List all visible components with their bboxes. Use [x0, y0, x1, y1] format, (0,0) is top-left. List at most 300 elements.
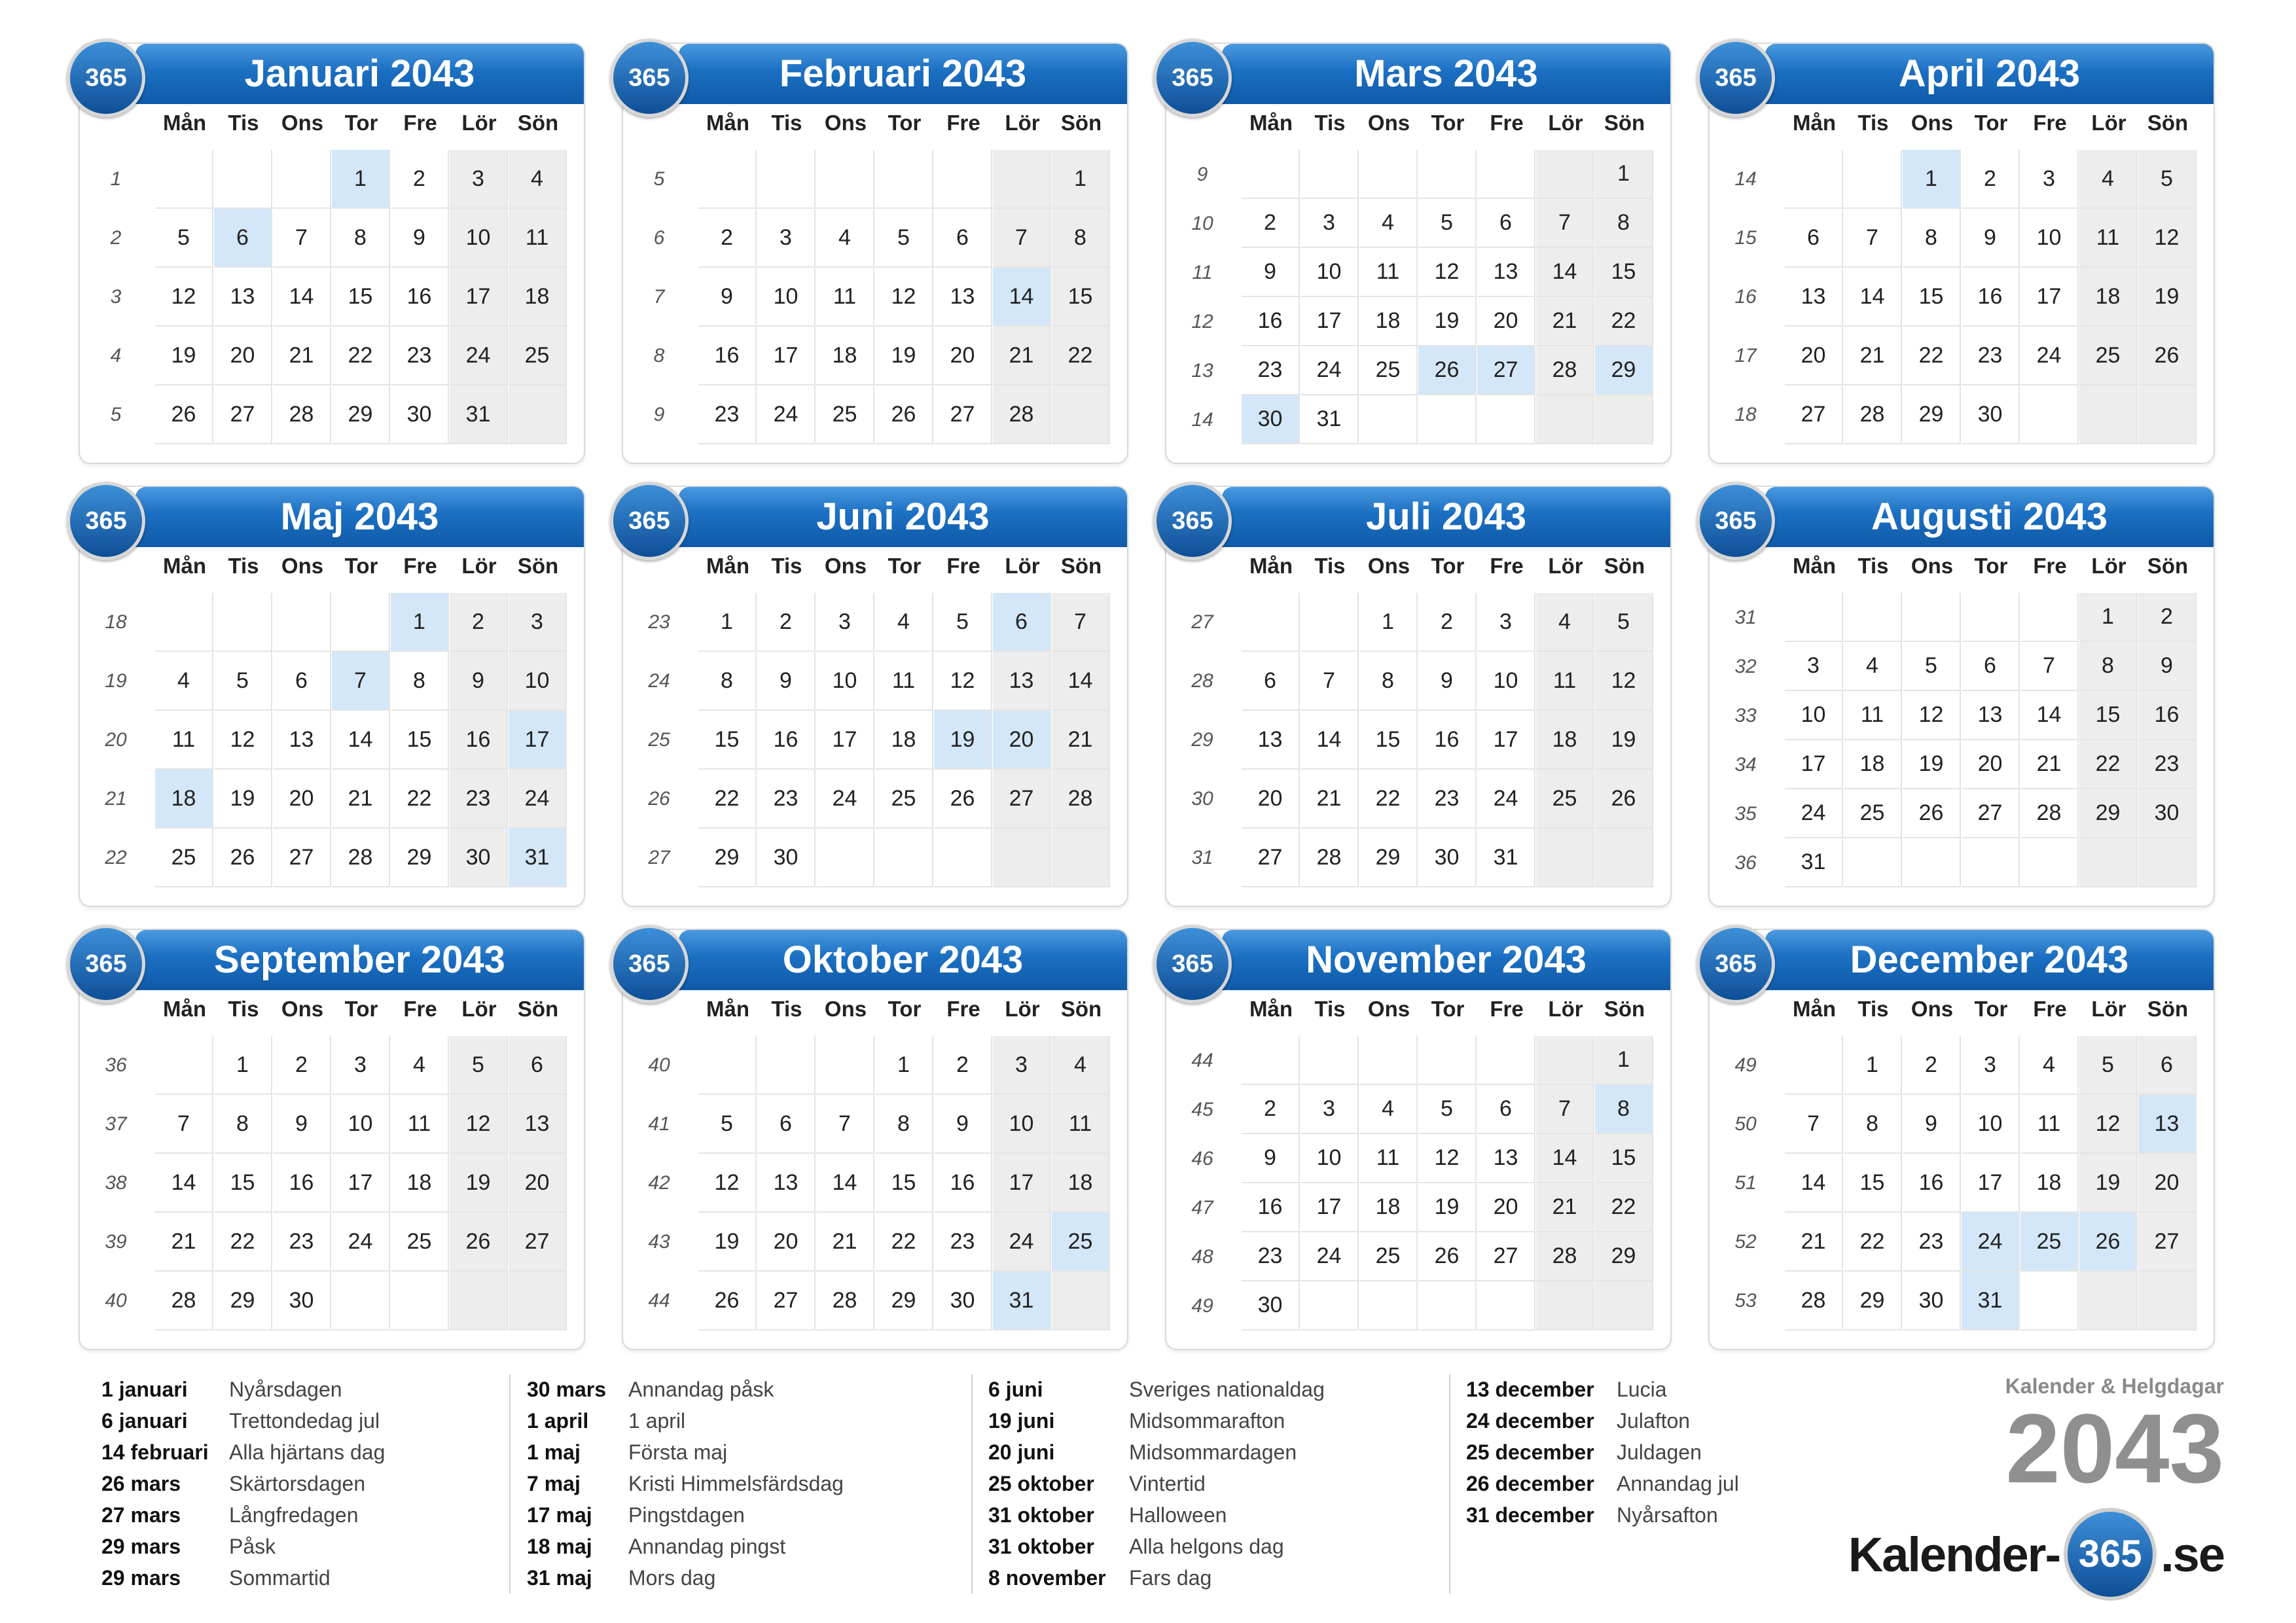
legend-holiday-name: Annandag jul — [1617, 1472, 1739, 1495]
empty-day-cell — [875, 150, 933, 209]
day-cell: 20 — [214, 327, 272, 385]
weekday-label: Sön — [1604, 554, 1645, 578]
week-number: 38 — [105, 1172, 127, 1194]
day-cell: 12 — [2138, 209, 2197, 268]
day-cell: 9 — [1962, 209, 2020, 268]
week-number: 51 — [1734, 1172, 1757, 1194]
legend-date: 14 februari — [101, 1440, 209, 1464]
day-cell: 10 — [450, 209, 508, 268]
empty-day-cell — [934, 150, 992, 209]
badge-365-icon: 365 — [67, 482, 145, 560]
day-cell: 16 — [934, 1154, 992, 1213]
day-cell: 1 — [2079, 593, 2138, 642]
legend-column — [1466, 1378, 1739, 1535]
weekday-label: Ons — [1910, 554, 1954, 578]
day-cell: 29 — [875, 1272, 933, 1330]
legend-date: 31 oktober — [988, 1535, 1094, 1558]
day-cell: 25 — [155, 829, 213, 887]
day-cell: 26 — [934, 770, 992, 829]
day-cell: 18 — [1844, 740, 1902, 789]
day-cell: 26 — [1595, 770, 1653, 829]
legend-item — [988, 1566, 1325, 1597]
month-calendar — [1165, 486, 1672, 907]
day-cell-holiday: 13 — [2138, 1095, 2197, 1154]
empty-day-cell — [1903, 838, 1961, 887]
day-cell: 18 — [1052, 1154, 1110, 1213]
legend-holiday-name: Kristi Himmelsfärdsdag — [628, 1472, 844, 1495]
weekday-label: Lör — [2091, 997, 2126, 1021]
weekday-label: Tor — [344, 554, 378, 578]
weekday-label: Sön — [517, 997, 559, 1021]
weekday-label: Fre — [1490, 111, 1524, 135]
badge-365-icon: 365 — [1696, 39, 1775, 117]
day-cell: 28 — [1844, 385, 1902, 444]
day-cell: 21 — [1300, 770, 1359, 829]
day-cell: 2 — [1903, 1036, 1961, 1095]
day-cell: 23 — [1242, 1232, 1300, 1281]
day-cell: 7 — [2020, 642, 2079, 691]
month-title: Februari 2043 — [679, 44, 1127, 104]
day-cell: 13 — [1242, 711, 1300, 770]
day-cell: 11 — [155, 711, 213, 770]
day-cell-holiday: 25 — [2020, 1213, 2079, 1272]
day-cell: 17 — [2020, 268, 2079, 327]
day-cell: 3 — [1300, 199, 1359, 248]
day-cell: 6 — [2138, 1036, 2197, 1095]
empty-day-cell — [1477, 1036, 1535, 1085]
weekday-label: Tor — [1974, 554, 2008, 578]
weekday-label: Sön — [1060, 554, 1102, 578]
legend-date: 13 december — [1466, 1378, 1594, 1401]
day-cell: 5 — [875, 209, 933, 268]
day-cell: 21 — [993, 327, 1051, 385]
weekday-label: Tor — [344, 111, 378, 135]
day-cell: 6 — [273, 652, 331, 711]
day-cell: 18 — [816, 327, 874, 385]
week-number: 2 — [110, 227, 122, 249]
day-cell: 4 — [509, 150, 567, 209]
week-number: 46 — [1191, 1148, 1213, 1169]
weekday-label: Mån — [163, 554, 206, 578]
day-grid — [1785, 150, 2197, 444]
weekday-label: Sön — [517, 554, 559, 578]
day-cell: 3 — [757, 209, 816, 268]
day-cell: 11 — [1536, 652, 1594, 711]
day-cell: 12 — [2079, 1095, 2138, 1154]
day-grid — [155, 593, 567, 887]
weekday-label: Mån — [1793, 554, 1836, 578]
legend-item — [101, 1440, 385, 1472]
day-cell: 2 — [2138, 593, 2197, 642]
week-number: 14 — [1191, 409, 1213, 431]
weekday-header — [1785, 997, 2197, 1029]
legend-item — [1466, 1440, 1739, 1472]
week-number: 42 — [648, 1172, 670, 1194]
legend-date: 17 maj — [527, 1503, 592, 1527]
week-number: 48 — [1191, 1246, 1213, 1268]
weekday-label: Sön — [1604, 997, 1645, 1021]
weekday-label: Mån — [163, 111, 206, 135]
weekday-label: Lör — [1005, 997, 1040, 1021]
day-cell: 23 — [1962, 327, 2020, 385]
day-cell: 24 — [1785, 789, 1843, 838]
day-cell: 18 — [1359, 1183, 1418, 1232]
legend-divider — [1449, 1374, 1450, 1594]
legend-item — [101, 1566, 385, 1597]
day-cell: 28 — [993, 385, 1051, 444]
day-cell: 22 — [2079, 740, 2138, 789]
weekday-label: Lör — [461, 997, 497, 1021]
legend-date: 31 oktober — [988, 1503, 1094, 1527]
empty-day-cell — [757, 1036, 816, 1095]
day-cell: 21 — [273, 327, 331, 385]
day-cell: 20 — [2138, 1154, 2197, 1213]
day-cell: 5 — [2079, 1036, 2138, 1095]
legend-item — [988, 1378, 1325, 1409]
empty-day-cell — [1962, 838, 2020, 887]
weekday-label: Ons — [824, 997, 867, 1021]
empty-day-cell — [1418, 1281, 1477, 1330]
week-number: 18 — [105, 611, 127, 633]
month-calendar — [79, 486, 585, 907]
badge-365-icon: 365 — [1153, 39, 1232, 117]
day-cell: 19 — [155, 327, 213, 385]
day-cell: 22 — [1595, 1183, 1653, 1232]
day-cell: 9 — [1242, 1134, 1300, 1183]
empty-day-cell — [1359, 395, 1418, 444]
day-cell: 18 — [509, 268, 567, 327]
week-number: 37 — [105, 1113, 127, 1135]
day-cell: 27 — [1785, 385, 1843, 444]
day-cell: 6 — [1477, 1085, 1535, 1134]
day-cell: 23 — [1903, 1213, 1961, 1272]
day-cell: 24 — [816, 770, 874, 829]
day-cell: 28 — [332, 829, 390, 887]
day-cell: 23 — [757, 770, 816, 829]
weekday-label: Tis — [228, 997, 259, 1021]
day-cell: 19 — [698, 1213, 757, 1272]
empty-day-cell — [1418, 1036, 1477, 1085]
day-cell: 23 — [698, 385, 757, 444]
day-cell: 19 — [450, 1154, 508, 1213]
empty-day-cell — [509, 385, 567, 444]
day-cell: 4 — [155, 652, 213, 711]
day-cell: 21 — [332, 770, 390, 829]
day-cell: 30 — [273, 1272, 331, 1330]
weekday-label: Ons — [824, 111, 867, 135]
day-cell: 29 — [332, 385, 390, 444]
badge-365-icon: 365 — [67, 925, 145, 1003]
day-cell: 3 — [332, 1036, 390, 1095]
day-cell: 27 — [214, 385, 272, 444]
weekday-header — [698, 111, 1111, 143]
day-cell-holiday: 7 — [332, 652, 390, 711]
day-cell: 23 — [934, 1213, 992, 1272]
day-cell: 2 — [1242, 199, 1300, 248]
empty-day-cell — [1536, 150, 1594, 199]
day-cell: 29 — [698, 829, 757, 887]
legend-item — [988, 1535, 1325, 1566]
day-cell: 21 — [1052, 711, 1110, 770]
week-number: 5 — [110, 404, 122, 425]
empty-day-cell — [1785, 1036, 1843, 1095]
day-cell: 3 — [1477, 593, 1535, 652]
day-cell: 15 — [1595, 248, 1653, 297]
week-number: 31 — [1191, 847, 1213, 868]
day-cell: 20 — [757, 1213, 816, 1272]
week-number: 22 — [105, 847, 127, 868]
day-cell: 8 — [875, 1095, 933, 1154]
legend-item — [527, 1566, 844, 1597]
day-cell: 10 — [816, 652, 874, 711]
day-cell: 15 — [2079, 691, 2138, 740]
weekday-label: Lör — [1548, 111, 1583, 135]
day-cell: 8 — [391, 652, 449, 711]
day-cell: 21 — [1536, 297, 1594, 346]
month-title: Mars 2043 — [1222, 44, 1670, 104]
month-title: April 2043 — [1765, 44, 2214, 104]
day-cell: 23 — [450, 770, 508, 829]
day-cell: 20 — [1785, 327, 1843, 385]
empty-day-cell — [1052, 385, 1110, 444]
month-calendar — [1165, 929, 1672, 1350]
weekday-label: Ons — [1910, 111, 1954, 135]
week-number: 12 — [1191, 311, 1213, 332]
day-cell: 23 — [273, 1213, 331, 1272]
day-cell: 11 — [1844, 691, 1902, 740]
weekday-label: Tis — [771, 111, 802, 135]
empty-day-cell — [1595, 829, 1653, 887]
day-cell: 22 — [1052, 327, 1110, 385]
empty-day-cell — [2020, 838, 2079, 887]
legend-column — [988, 1378, 1325, 1597]
day-cell: 10 — [332, 1095, 390, 1154]
day-grid — [698, 1036, 1111, 1330]
day-cell: 19 — [2138, 268, 2197, 327]
day-cell-holiday: 24 — [1962, 1213, 2020, 1272]
week-number: 3 — [110, 286, 122, 308]
day-cell-holiday: 20 — [993, 711, 1051, 770]
day-cell: 19 — [1903, 740, 1961, 789]
empty-day-cell — [391, 1272, 449, 1330]
empty-day-cell — [2138, 838, 2197, 887]
day-cell: 13 — [1477, 1134, 1535, 1183]
weekday-label: Tor — [888, 554, 922, 578]
day-cell: 1 — [214, 1036, 272, 1095]
week-number: 7 — [653, 286, 665, 308]
day-cell: 28 — [1536, 346, 1594, 395]
day-cell: 22 — [698, 770, 757, 829]
week-number: 27 — [648, 847, 670, 868]
legend-date: 1 maj — [527, 1440, 581, 1464]
weekday-header — [698, 554, 1111, 586]
brand-logo[interactable] — [1848, 1515, 2224, 1594]
day-cell-holiday: 14 — [993, 268, 1051, 327]
day-cell: 19 — [1418, 297, 1477, 346]
legend-date: 1 april — [527, 1409, 589, 1433]
day-cell: 14 — [155, 1154, 213, 1213]
week-number: 49 — [1734, 1054, 1757, 1076]
day-cell: 13 — [1962, 691, 2020, 740]
legend-date: 7 maj — [527, 1472, 581, 1495]
legend-date: 18 maj — [527, 1535, 592, 1558]
week-number: 32 — [1734, 656, 1757, 677]
week-number: 16 — [1734, 286, 1757, 308]
empty-day-cell — [1300, 1281, 1359, 1330]
day-cell: 25 — [509, 327, 567, 385]
weekday-label: Lör — [2091, 554, 2126, 578]
day-cell: 5 — [698, 1095, 757, 1154]
weekday-label: Sön — [2147, 997, 2189, 1021]
day-cell: 12 — [934, 652, 992, 711]
weekday-label: Tis — [771, 554, 802, 578]
day-cell: 17 — [816, 711, 874, 770]
empty-day-cell — [332, 593, 390, 652]
day-cell: 11 — [2079, 209, 2138, 268]
weekday-header — [1785, 111, 2197, 143]
weekday-label: Tis — [1314, 111, 1346, 135]
legend-item — [527, 1440, 844, 1472]
empty-day-cell — [332, 1272, 390, 1330]
week-number: 13 — [1191, 360, 1213, 382]
day-cell: 15 — [1052, 268, 1110, 327]
day-cell: 20 — [509, 1154, 567, 1213]
empty-day-cell — [450, 1272, 508, 1330]
day-cell: 4 — [1359, 1085, 1418, 1134]
legend-holiday-name: Långfredagen — [229, 1503, 359, 1527]
legend-date: 19 juni — [988, 1409, 1055, 1433]
day-cell: 6 — [757, 1095, 816, 1154]
day-cell: 9 — [934, 1095, 992, 1154]
day-cell: 15 — [1903, 268, 1961, 327]
day-cell: 9 — [273, 1095, 331, 1154]
legend-item — [1466, 1378, 1739, 1409]
day-cell: 2 — [1418, 593, 1477, 652]
day-cell: 17 — [1300, 297, 1359, 346]
week-number: 27 — [1191, 611, 1213, 633]
day-grid — [1242, 593, 1654, 887]
badge-365-icon: 365 — [1696, 925, 1775, 1003]
day-cell: 7 — [1844, 209, 1902, 268]
day-cell: 16 — [1242, 1183, 1300, 1232]
week-number: 1 — [110, 168, 122, 190]
day-cell: 21 — [1536, 1183, 1594, 1232]
empty-day-cell — [1418, 395, 1477, 444]
day-cell: 16 — [1242, 297, 1300, 346]
day-cell: 24 — [450, 327, 508, 385]
month-title: Juni 2043 — [679, 487, 1127, 547]
day-cell: 29 — [1844, 1272, 1902, 1330]
day-cell: 19 — [875, 327, 933, 385]
legend-date: 24 december — [1466, 1409, 1594, 1433]
legend-date: 25 oktober — [988, 1472, 1094, 1495]
empty-day-cell — [1242, 150, 1300, 199]
weekday-header — [1785, 554, 2197, 586]
month-title: Januari 2043 — [135, 44, 584, 104]
legend-holiday-name: Vintertid — [1129, 1472, 1206, 1495]
day-cell-holiday: 31 — [1962, 1272, 2020, 1330]
day-cell: 24 — [509, 770, 567, 829]
logo-badge-icon: 365 — [2064, 1508, 2157, 1601]
day-cell: 8 — [1595, 199, 1653, 248]
weekday-label: Fre — [946, 997, 980, 1021]
day-cell: 9 — [1418, 652, 1477, 711]
day-cell: 28 — [273, 385, 331, 444]
day-cell: 14 — [1844, 268, 1902, 327]
day-cell-holiday: 6 — [214, 209, 272, 268]
day-cell: 2 — [391, 150, 449, 209]
empty-day-cell — [1359, 1036, 1418, 1085]
day-cell: 24 — [332, 1213, 390, 1272]
day-cell: 7 — [1536, 199, 1594, 248]
day-cell: 8 — [1903, 209, 1961, 268]
legend-date: 31 maj — [527, 1566, 592, 1590]
day-cell: 12 — [1418, 248, 1477, 297]
day-cell: 15 — [332, 268, 390, 327]
day-cell: 1 — [1359, 593, 1418, 652]
day-cell: 21 — [816, 1213, 874, 1272]
brand-year: 2043 — [2005, 1393, 2224, 1503]
weekday-label: Tor — [1431, 554, 1465, 578]
week-number: 28 — [1191, 670, 1213, 692]
day-cell: 25 — [1536, 770, 1594, 829]
day-cell: 7 — [155, 1095, 213, 1154]
day-cell: 8 — [1052, 209, 1110, 268]
day-cell: 5 — [1595, 593, 1653, 652]
day-cell: 1 — [1595, 1036, 1653, 1085]
day-cell: 5 — [450, 1036, 508, 1095]
weekday-label: Ons — [1367, 111, 1410, 135]
legend-holiday-name: Första maj — [628, 1440, 728, 1464]
week-number: 31 — [1734, 607, 1757, 628]
badge-365-icon: 365 — [610, 482, 689, 560]
day-cell: 12 — [450, 1095, 508, 1154]
day-cell: 14 — [1300, 711, 1359, 770]
day-cell: 20 — [1242, 770, 1300, 829]
day-cell: 22 — [1595, 297, 1653, 346]
legend-item — [101, 1503, 385, 1535]
empty-day-cell — [1785, 150, 1843, 209]
weekday-label: Fre — [2033, 997, 2067, 1021]
day-cell: 13 — [1785, 268, 1843, 327]
weekday-label: Mån — [706, 111, 749, 135]
week-number: 49 — [1191, 1295, 1213, 1317]
day-cell: 28 — [1536, 1232, 1594, 1281]
day-cell: 4 — [2020, 1036, 2079, 1095]
month-calendar — [622, 43, 1128, 464]
day-cell-holiday: 31 — [993, 1272, 1051, 1330]
legend-holiday-name: 1 april — [628, 1409, 686, 1433]
empty-day-cell — [1052, 1272, 1110, 1330]
day-cell: 3 — [509, 593, 567, 652]
week-number: 50 — [1734, 1113, 1757, 1135]
weekday-label: Sön — [2147, 554, 2189, 578]
empty-day-cell — [757, 150, 816, 209]
day-cell: 25 — [1844, 789, 1902, 838]
day-cell: 4 — [1844, 642, 1902, 691]
legend-holiday-name: Midsommarafton — [1129, 1409, 1285, 1433]
legend-date: 25 december — [1466, 1440, 1594, 1464]
day-cell: 12 — [698, 1154, 757, 1213]
day-cell: 24 — [1300, 346, 1359, 395]
day-cell: 11 — [1052, 1095, 1110, 1154]
week-number: 43 — [648, 1231, 670, 1253]
day-cell: 13 — [993, 652, 1051, 711]
day-grid — [1242, 150, 1654, 444]
week-number: 26 — [648, 788, 670, 810]
day-cell: 10 — [1477, 652, 1535, 711]
day-cell: 5 — [1418, 1085, 1477, 1134]
